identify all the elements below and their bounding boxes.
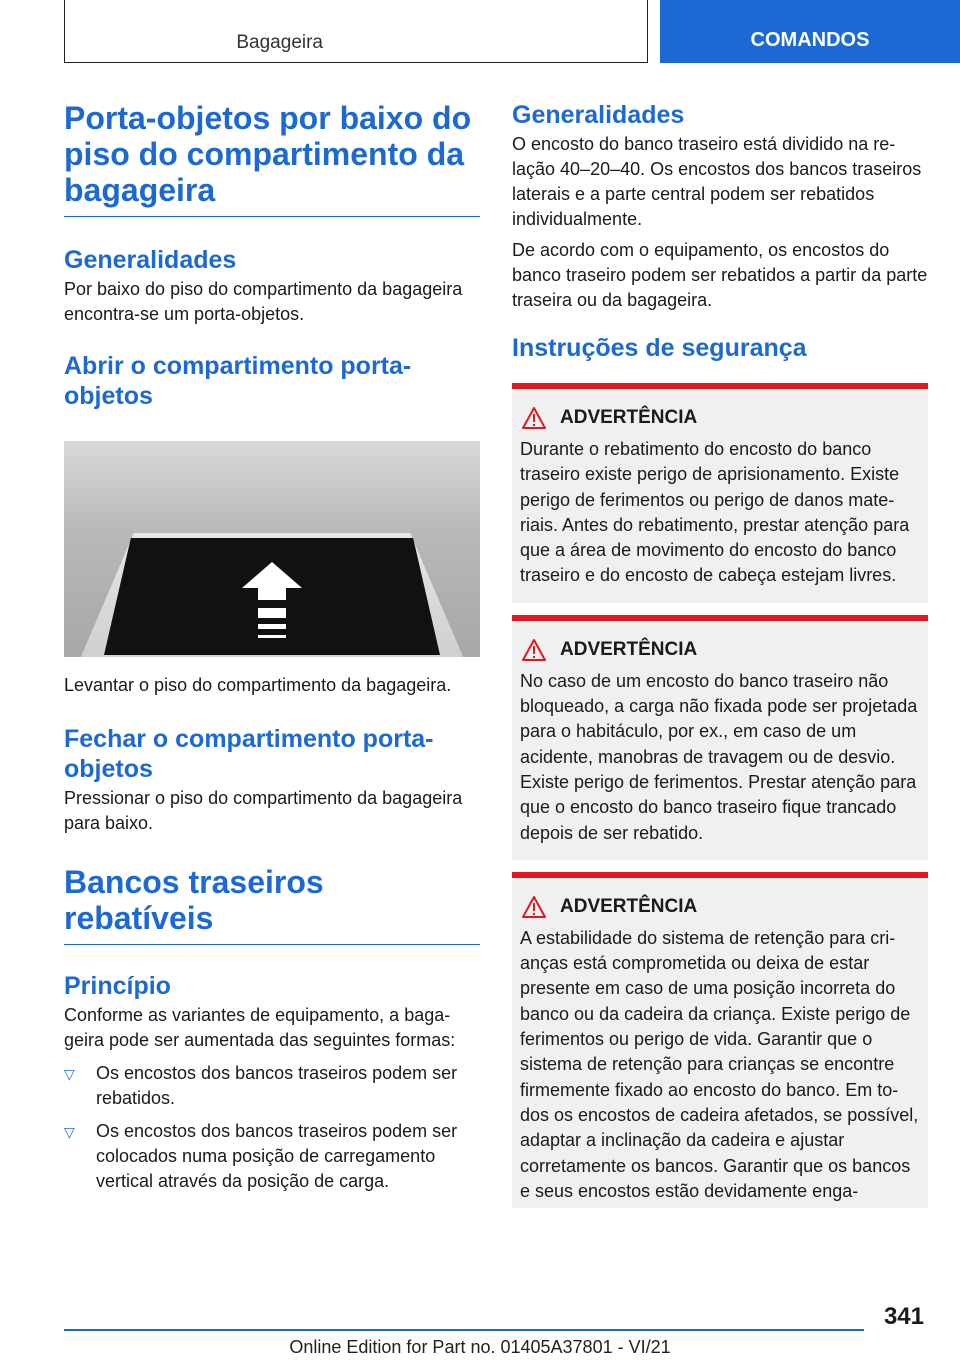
- seats-title: Bancos traseiros rebatíveis: [64, 864, 480, 945]
- warning-box: [512, 383, 928, 603]
- warning-title: [520, 407, 920, 429]
- safety-heading: Instruções de segurança: [512, 334, 807, 362]
- right-column: [512, 100, 928, 1208]
- warning-triangle-icon: [522, 639, 546, 661]
- warning-title-text: ADVERTÊNCIA: [560, 895, 698, 917]
- general-heading-right: Generalidades: [512, 101, 685, 129]
- warning-triangle-icon: [522, 407, 546, 429]
- general-heading: Generalidades: [64, 246, 237, 274]
- general-para-2: De acordo com o equipamento, os encostos do banco traseiro podem ser rebatidos a partir da parte traseira ou da bagageira.: [512, 240, 928, 310]
- principle-heading: Princípio: [64, 972, 171, 1000]
- list-item-text: Os encostos dos bancos traseiros podem ser rebatidos.: [96, 1063, 458, 1108]
- header-tab[interactable]: COMANDOS: [660, 0, 960, 63]
- list-item-text: Os encostos dos bancos traseiros podem ser colocados numa posição de carregamento vertical através da posição de carga.: [96, 1121, 458, 1191]
- page-number: 341: [883, 1303, 924, 1330]
- warning-triangle-icon: [522, 896, 546, 918]
- left-column: [64, 100, 480, 1194]
- general-text: Por baixo do piso do compartimento da bagageira encontra-se um porta-objetos.: [64, 279, 463, 324]
- list-item: [64, 1119, 480, 1194]
- open-heading: Abrir o compartimento porta-objetos: [64, 352, 412, 410]
- close-heading: Fechar o compartimento porta-objetos: [64, 725, 434, 783]
- warning-text: No caso de um encosto do banco traseiro não bloqueado, a carga não fixada pode ser projetada para o habitáculo, por ex., em caso de um acidente, manobras de travagem ou de desvio. Existe perigo de ferimentos. Prestar atenção para que o encosto do banco traseiro fique trancado depois de ser rebatido.: [520, 670, 918, 843]
- close-text: Pressionar o piso do compartimento da bagageira para baixo.: [64, 788, 463, 833]
- footer-divider: [64, 1329, 864, 1331]
- warning-title: [520, 639, 920, 661]
- list-item: [64, 1061, 480, 1111]
- warning-title-text: ADVERTÊNCIA: [560, 407, 698, 428]
- edition-text: Online Edition for Part no. 01405A37801 - VI/21: [289, 1337, 671, 1357]
- triangle-bullet-icon: ▽: [64, 1124, 75, 1140]
- warning-title: [520, 896, 920, 918]
- principle-text: Conforme as variantes de equipamento, a bagageira pode ser aumentada das seguintes formas:: [64, 1005, 456, 1050]
- warning-box: [512, 615, 928, 860]
- arrow-up-icon: [242, 562, 302, 644]
- header-box: [64, 0, 648, 63]
- warning-title-text: ADVERTÊNCIA: [560, 638, 698, 660]
- general-para-1: O encosto do banco traseiro está dividido na relação 40–20–40. Os encostos dos bancos traseiros laterais e a parte central podem ser rebatidos individualmente.: [512, 134, 922, 229]
- section-title: Porta-objetos por baixo do piso do compartimento da bagageira: [64, 100, 480, 217]
- image-caption: Levantar o piso do compartimento da bagageira.: [64, 675, 452, 695]
- warning-text: Durante o rebatimento do encosto do banco traseiro existe perigo de aprisionamento. Existe perigo de ferimentos ou perigo de danos materiais. Antes do rebatimento, prestar atenção para que a área de movimento do encosto do banco traseiro e do encosto de cabeça estejam livres.: [520, 439, 910, 586]
- triangle-bullet-icon: ▽: [64, 1066, 75, 1082]
- trunk-floor-photo: [64, 441, 480, 657]
- header-section: Bagageira: [236, 32, 323, 53]
- warning-text: A estabilidade do sistema de retenção para crianças está comprometida ou deixa de estar presente em caso de uma posição incorreta do banco ou da cadeira da criança. Existe perigo de ferimentos ou perigo de vida. Garantir que o sistema de retenção para crianças se encontre firmemente fixado ao encosto do banco. Em todos os encostos de cadeira afetados, se possível, adaptar a inclinação da cadeira e ajustar corretamente os bancos. Garantir que os bancos e seus encostos estão devidamente enga-: [520, 927, 919, 1201]
- warning-box: [512, 872, 928, 1208]
